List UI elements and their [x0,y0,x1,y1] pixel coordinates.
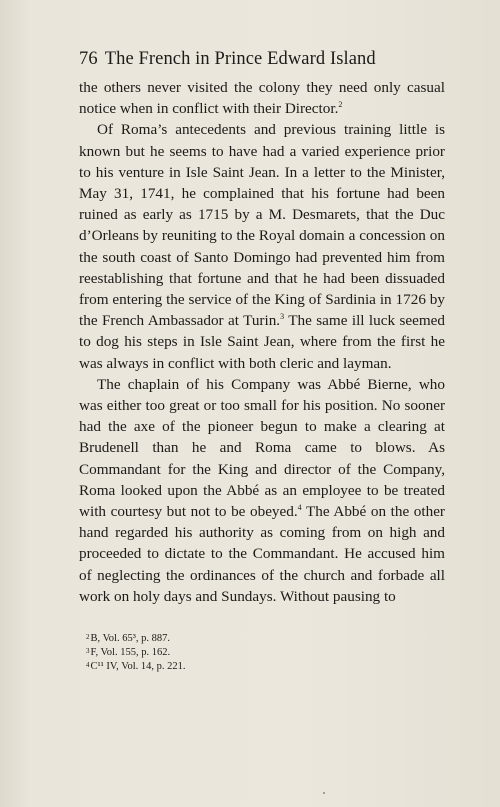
footnote [86,632,185,646]
footnote-number: 4 [86,661,90,669]
footnote [86,660,185,674]
paragraph [79,374,445,607]
footnotes [86,632,185,674]
footnote-text: C¹¹ IV, Vol. 14, p. 221. [90,661,186,672]
footnote-number: 2 [86,633,90,641]
paragraph [79,77,445,119]
footnote-text: F, Vol. 155, p. 162. [90,647,171,658]
paragraph-text: the others never visited the colony they need only casual notice when in conflict with their Director. [79,79,445,118]
page-number: 76 [79,49,98,69]
footnote [86,646,185,660]
footnote-text: B, Vol. 65³, p. 887. [90,633,170,644]
paragraph-text: The Abbé on the other hand regarded his authority as coming from on high and proceeded to dictate to the Commandant. He accused him of neglecting the ordinances of the church and forbade all work on holy days and Sundays. Without pausing to [79,503,445,605]
footnote-number: 3 [86,647,90,655]
running-header [79,49,376,70]
paragraph [79,119,445,373]
footnote-ref: 4 [297,503,302,513]
paragraph-text: The chaplain of his Company was Abbé Bierne, who was either too great or too small for his position. No sooner had the axe of the pioneer begun to make a clearing at Brudenell than he and Roma came to blows. As Commandant for the King and director of the Company, Roma looked upon the Abbé as an employee to be treated with courtesy but not to be obeyed. [79,375,445,521]
running-title: The French in Prince Edward Island [104,49,376,69]
paragraph-text: The same ill luck seemed to dog his steps in Isle Saint Jean, where from the first he was always in conflict with both cleric and layman. [79,312,445,372]
paper-speck [323,792,325,794]
footnote-ref: 3 [280,312,285,322]
footnote-ref: 2 [338,100,343,110]
body-text [79,77,445,607]
paragraph-text: Of Roma’s antecedents and previous training little is known but he seems to have had a varied experience prior to his venture in Isle Saint Jean. In a letter to the Minister, May 31, 1741, he complained that his fortune had been ruined as early as 1715 by a M. Desmarets, that the Duc d’Orleans by reuniting to the Royal domain a concession on the south coast of Santo Domingo had prevented him from reestablishing that fortune and that he had been dissuaded from entering the service of the King of Sardinia in 1726 by the French Ambassador at Turin. [79,121,445,330]
